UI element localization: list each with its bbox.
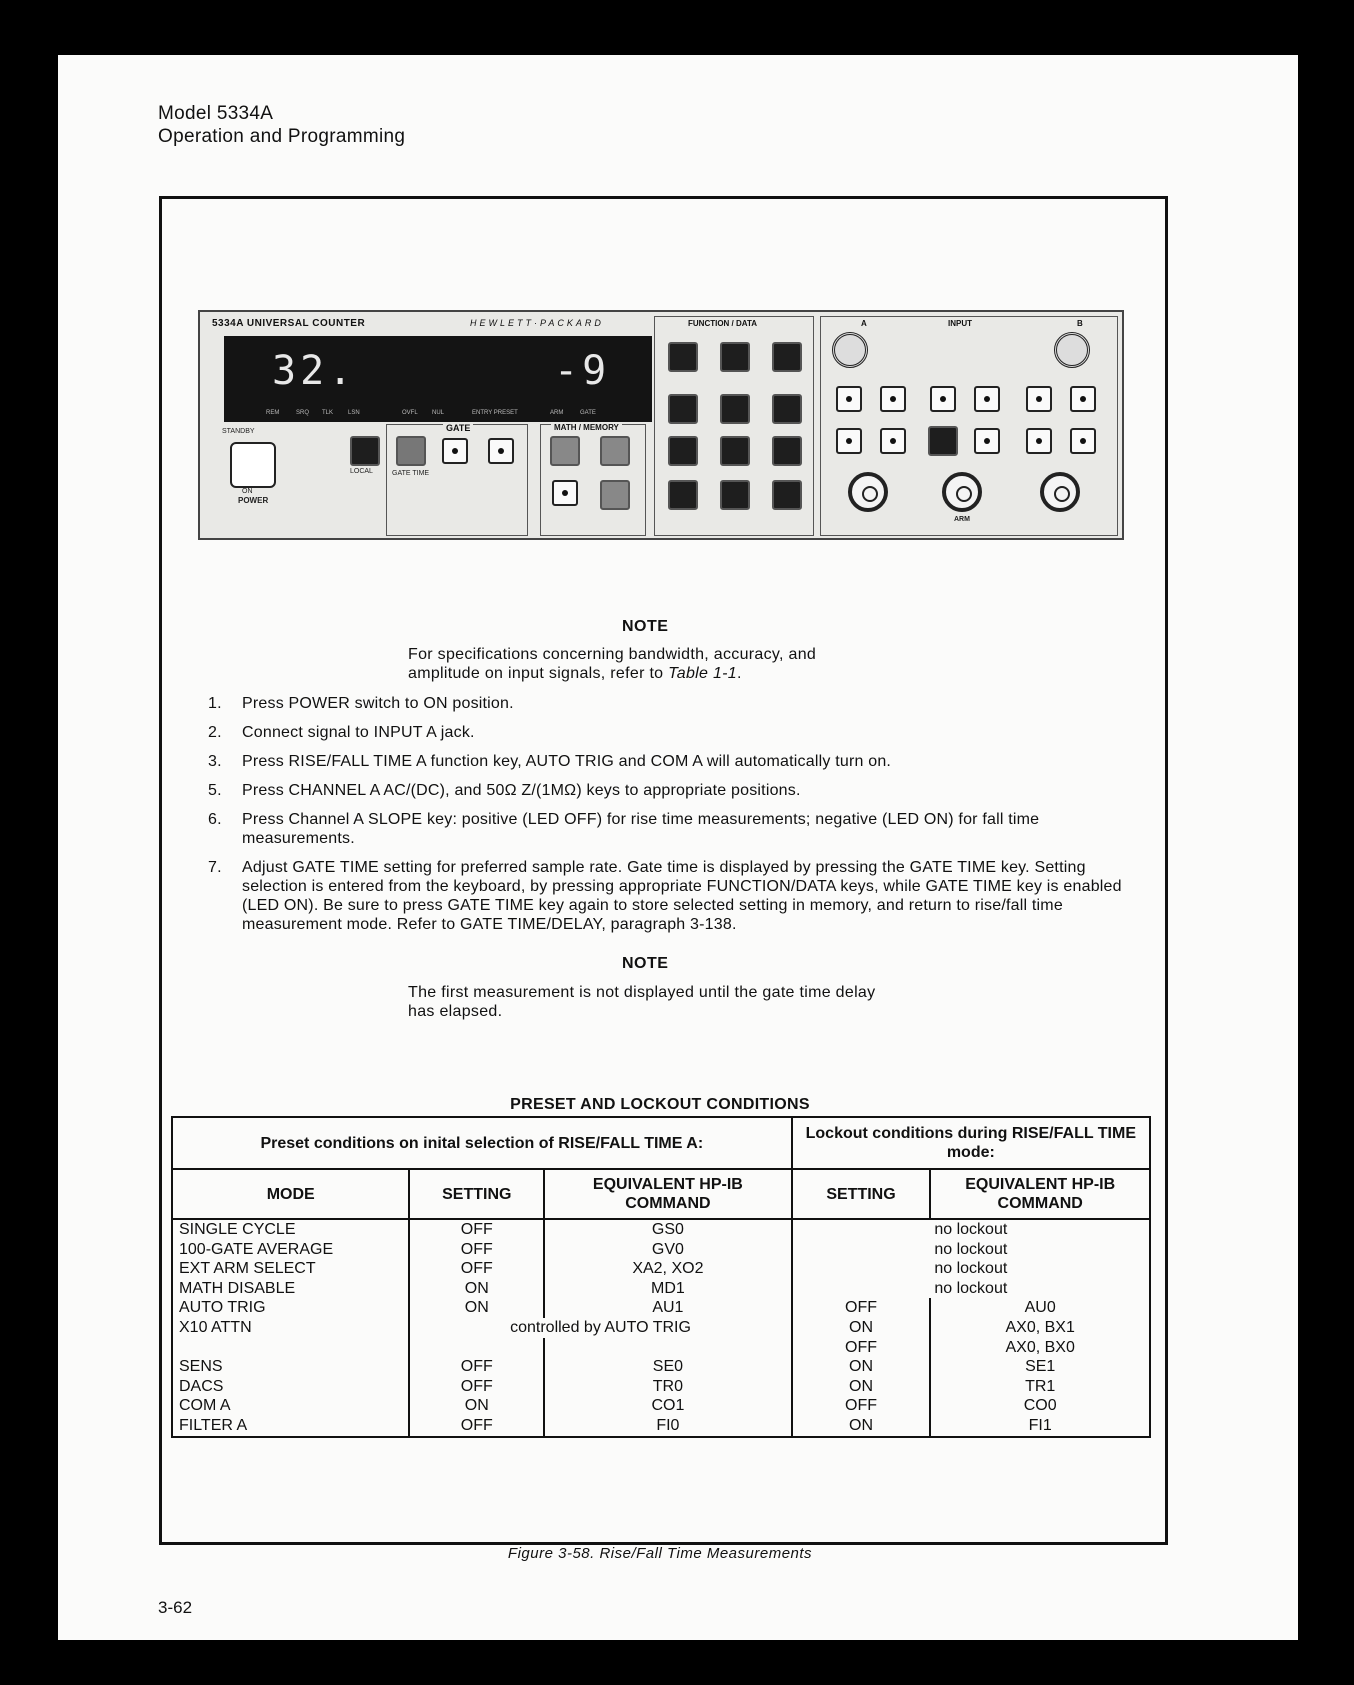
lockout-command-cell: CO0 bbox=[930, 1396, 1150, 1416]
setting-cell: OFF bbox=[409, 1240, 544, 1260]
panel-title: 5334A UNIVERSAL COUNTER bbox=[212, 318, 366, 329]
lockout-setting-cell: OFF bbox=[792, 1396, 931, 1416]
on-label: ON bbox=[242, 488, 253, 495]
step-text: Adjust GATE TIME setting for preferred sample rate. Gate time is displayed by pressing the GATE TIME key. Setting selection is entered from the keyboard, by pressing appropriate FUNCTION/DATA keys, while GATE TIME key is enabled (LED ON). Be sure to press GATE TIME key again to store selected setting in memory, and return to rise/fall time measurement mode. Refer to GATE TIME/DELAY, paragraph 3-138. bbox=[242, 859, 1122, 933]
lockout-setting-cell: OFF bbox=[792, 1338, 931, 1358]
setting-cell: ON bbox=[409, 1279, 544, 1299]
step bbox=[208, 858, 1128, 934]
lockout-setting-cell: ON bbox=[792, 1318, 931, 1338]
auto-trig-key[interactable] bbox=[928, 426, 958, 456]
step-number: 1. bbox=[208, 695, 222, 712]
annunciator: LSN bbox=[348, 410, 360, 416]
note-text: For specifications concerning bandwidth, accuracy, and amplitude on input signals, refer to bbox=[408, 646, 817, 682]
command-cell: TR0 bbox=[544, 1377, 791, 1397]
table-row bbox=[172, 1240, 1150, 1260]
lockout-cell: no lockout bbox=[792, 1219, 1150, 1240]
note-text-end: . bbox=[736, 665, 742, 682]
mode-cell: AUTO TRIG bbox=[172, 1298, 409, 1318]
mode-cell: DACS bbox=[172, 1377, 409, 1397]
lockout-setting-cell: ON bbox=[792, 1377, 931, 1397]
mode-cell: MATH DISABLE bbox=[172, 1279, 409, 1299]
function-key[interactable] bbox=[772, 436, 802, 466]
step-text: Connect signal to INPUT A jack. bbox=[242, 724, 475, 741]
section-header: Operation and Programming bbox=[158, 126, 406, 147]
setting-cell: ON bbox=[409, 1298, 544, 1318]
command-cell: SE0 bbox=[544, 1357, 791, 1377]
table-caption: PRESET AND LOCKOUT CONDITIONS bbox=[510, 1096, 810, 1113]
column-header: SETTING bbox=[792, 1169, 931, 1219]
function-key[interactable] bbox=[720, 394, 750, 424]
lockout-command-cell: AX0, BX0 bbox=[930, 1338, 1150, 1358]
standby-label: STANDBY bbox=[222, 428, 255, 435]
function-key[interactable] bbox=[772, 342, 802, 372]
lockout-cell: no lockout bbox=[792, 1279, 1150, 1299]
gate-section-label: GATE bbox=[443, 423, 473, 433]
ac-dc-b-key[interactable] bbox=[1026, 428, 1052, 454]
slope-b-key[interactable] bbox=[1026, 386, 1052, 412]
annunciator: NUL bbox=[432, 410, 445, 416]
table-row bbox=[172, 1259, 1150, 1279]
channel-b-label: B bbox=[1077, 319, 1083, 328]
mode-cell: SINGLE CYCLE bbox=[172, 1219, 409, 1240]
step-text: Press Channel A SLOPE key: positive (LED OFF) for rise time measurements; negative (LED ON) for fall time measurements. bbox=[242, 811, 1040, 847]
function-key[interactable] bbox=[720, 342, 750, 372]
column-header: SETTING bbox=[409, 1169, 544, 1219]
level-knob-a[interactable] bbox=[832, 332, 868, 368]
procedure-steps bbox=[208, 694, 1128, 944]
page-number: 3-62 bbox=[158, 1598, 193, 1617]
lockout-command-cell: TR1 bbox=[930, 1377, 1150, 1397]
step bbox=[208, 694, 1128, 713]
filter-a-key[interactable] bbox=[930, 386, 956, 412]
model-header: Model 5334A bbox=[158, 103, 274, 124]
step bbox=[208, 781, 1128, 800]
annunciator: REM bbox=[266, 410, 280, 416]
slope-a-key[interactable] bbox=[836, 386, 862, 412]
lockout-cell: no lockout bbox=[792, 1240, 1150, 1260]
preset-group-header: Preset conditions on inital selection of RISE/FALL TIME A: bbox=[172, 1117, 792, 1169]
function-section-label: FUNCTION / DATA bbox=[685, 319, 760, 328]
impedance-a-key[interactable] bbox=[880, 428, 906, 454]
table-row bbox=[172, 1357, 1150, 1377]
column-header: MODE bbox=[172, 1169, 409, 1219]
power-switch[interactable] bbox=[230, 442, 276, 488]
setting-cell: OFF bbox=[409, 1259, 544, 1279]
step-number: 6. bbox=[208, 811, 222, 828]
ext-arm-key[interactable] bbox=[974, 428, 1000, 454]
command-cell: AU1 bbox=[544, 1298, 791, 1318]
annunciator: TLK bbox=[322, 410, 334, 416]
function-key[interactable] bbox=[668, 342, 698, 372]
setting-cell bbox=[409, 1338, 544, 1358]
note-title: NOTE bbox=[622, 955, 669, 972]
preset-lockout-table bbox=[171, 1116, 1151, 1438]
table-row bbox=[172, 1219, 1150, 1240]
command-cell: CO1 bbox=[544, 1396, 791, 1416]
lockout-command-cell: AU0 bbox=[930, 1298, 1150, 1318]
table-row bbox=[172, 1416, 1150, 1437]
step-number: 5. bbox=[208, 782, 222, 799]
command-cell: FI0 bbox=[544, 1416, 791, 1437]
note-body: The first measurement is not displayed until the gate time delay has elapsed. bbox=[408, 984, 876, 1020]
lockout-command-cell: FI1 bbox=[930, 1416, 1150, 1437]
impedance-b-key[interactable] bbox=[1070, 428, 1096, 454]
gate-time-key[interactable] bbox=[396, 436, 426, 466]
step-text: Press RISE/FALL TIME A function key, AUTO TRIG and COM A will automatically turn on. bbox=[242, 753, 892, 770]
level-knob-b[interactable] bbox=[1054, 332, 1090, 368]
com-a-key[interactable] bbox=[974, 386, 1000, 412]
spanned-setting-cell: controlled by AUTO TRIG bbox=[409, 1318, 791, 1338]
command-cell: XA2, XO2 bbox=[544, 1259, 791, 1279]
setting-cell: OFF bbox=[409, 1219, 544, 1240]
step-text: Press CHANNEL A AC/(DC), and 50Ω Z/(1MΩ) keys to appropriate positions. bbox=[242, 782, 801, 799]
counter-front-panel bbox=[198, 310, 1124, 540]
lockout-command-cell: AX0, BX1 bbox=[930, 1318, 1150, 1338]
step-text: Press POWER switch to ON position. bbox=[242, 695, 514, 712]
ac-dc-a-key[interactable] bbox=[836, 428, 862, 454]
lockout-group-header: Lockout conditions during RISE/FALL TIME mode: bbox=[792, 1117, 1150, 1169]
panel-brand: HEWLETT·PACKARD bbox=[470, 318, 604, 328]
command-cell: MD1 bbox=[544, 1279, 791, 1299]
setting-cell: OFF bbox=[409, 1416, 544, 1437]
mode-cell: EXT ARM SELECT bbox=[172, 1259, 409, 1279]
gate-time-label: GATE TIME bbox=[392, 470, 430, 477]
average-key[interactable] bbox=[488, 438, 514, 464]
command-cell: GV0 bbox=[544, 1240, 791, 1260]
single-cycle-key[interactable] bbox=[442, 438, 468, 464]
arm-label: ARM bbox=[954, 516, 970, 523]
math-section-label: MATH / MEMORY bbox=[551, 423, 622, 432]
command-cell: GS0 bbox=[544, 1219, 791, 1240]
attn-b-key[interactable] bbox=[1070, 386, 1096, 412]
column-header: EQUIVALENT HP-IB COMMAND bbox=[930, 1169, 1150, 1219]
setting-cell: OFF bbox=[409, 1377, 544, 1397]
setting-cell: ON bbox=[409, 1396, 544, 1416]
figure-caption: Figure 3-58. Rise/Fall Time Measurements bbox=[507, 1545, 813, 1562]
channel-a-label: A bbox=[861, 319, 867, 328]
annunciator: OVFL bbox=[402, 410, 418, 416]
step bbox=[208, 752, 1128, 771]
table-row bbox=[172, 1279, 1150, 1299]
lockout-command-cell: SE1 bbox=[930, 1357, 1150, 1377]
led-display bbox=[224, 336, 652, 422]
step-number: 7. bbox=[208, 859, 222, 876]
note-body bbox=[408, 645, 888, 683]
function-key[interactable] bbox=[720, 436, 750, 466]
display-mantissa: 32. bbox=[272, 348, 357, 394]
annunciator: ARM bbox=[550, 410, 564, 416]
math-select-key[interactable] bbox=[550, 436, 580, 466]
arm-jack[interactable] bbox=[942, 472, 982, 512]
input-section-label: INPUT bbox=[945, 319, 975, 328]
setting-cell: OFF bbox=[409, 1357, 544, 1377]
mode-cell bbox=[172, 1338, 409, 1358]
function-key[interactable] bbox=[668, 480, 698, 510]
command-cell bbox=[544, 1338, 791, 1358]
input-b-jack[interactable] bbox=[1040, 472, 1080, 512]
table-row bbox=[172, 1318, 1150, 1338]
attn-a-key[interactable] bbox=[880, 386, 906, 412]
lockout-setting-cell: ON bbox=[792, 1357, 931, 1377]
step-number: 2. bbox=[208, 724, 222, 741]
function-key[interactable] bbox=[668, 394, 698, 424]
display-exponent: -9 bbox=[554, 348, 611, 394]
mode-cell: 100-GATE AVERAGE bbox=[172, 1240, 409, 1260]
step bbox=[208, 723, 1128, 742]
table-row bbox=[172, 1396, 1150, 1416]
function-key[interactable] bbox=[772, 480, 802, 510]
mode-cell: COM A bbox=[172, 1396, 409, 1416]
step-number: 3. bbox=[208, 753, 222, 770]
lockout-setting-cell: OFF bbox=[792, 1298, 931, 1318]
function-key[interactable] bbox=[720, 480, 750, 510]
column-header: EQUIVALENT HP-IB COMMAND bbox=[544, 1169, 791, 1219]
store-key[interactable] bbox=[600, 436, 630, 466]
mode-cell: FILTER A bbox=[172, 1416, 409, 1437]
table-row bbox=[172, 1377, 1150, 1397]
annunciator: SRQ bbox=[296, 410, 310, 416]
lockout-cell: no lockout bbox=[792, 1259, 1150, 1279]
input-a-jack[interactable] bbox=[848, 472, 888, 512]
recall-key[interactable] bbox=[600, 480, 630, 510]
step bbox=[208, 810, 1128, 848]
lockout-setting-cell: ON bbox=[792, 1416, 931, 1437]
table-reference: Table 1-1 bbox=[668, 665, 737, 682]
note-title: NOTE bbox=[622, 618, 669, 635]
annunciator: ENTRY PRESET bbox=[472, 410, 518, 416]
math-disable-key[interactable] bbox=[552, 480, 578, 506]
mode-cell: SENS bbox=[172, 1357, 409, 1377]
local-label: LOCAL bbox=[350, 468, 373, 475]
local-key[interactable] bbox=[350, 436, 380, 466]
table-row bbox=[172, 1298, 1150, 1318]
function-key[interactable] bbox=[772, 394, 802, 424]
function-key[interactable] bbox=[668, 436, 698, 466]
table-row bbox=[172, 1338, 1150, 1358]
mode-cell: X10 ATTN bbox=[172, 1318, 409, 1338]
annunciator: GATE bbox=[580, 410, 596, 416]
power-label: POWER bbox=[238, 496, 269, 505]
